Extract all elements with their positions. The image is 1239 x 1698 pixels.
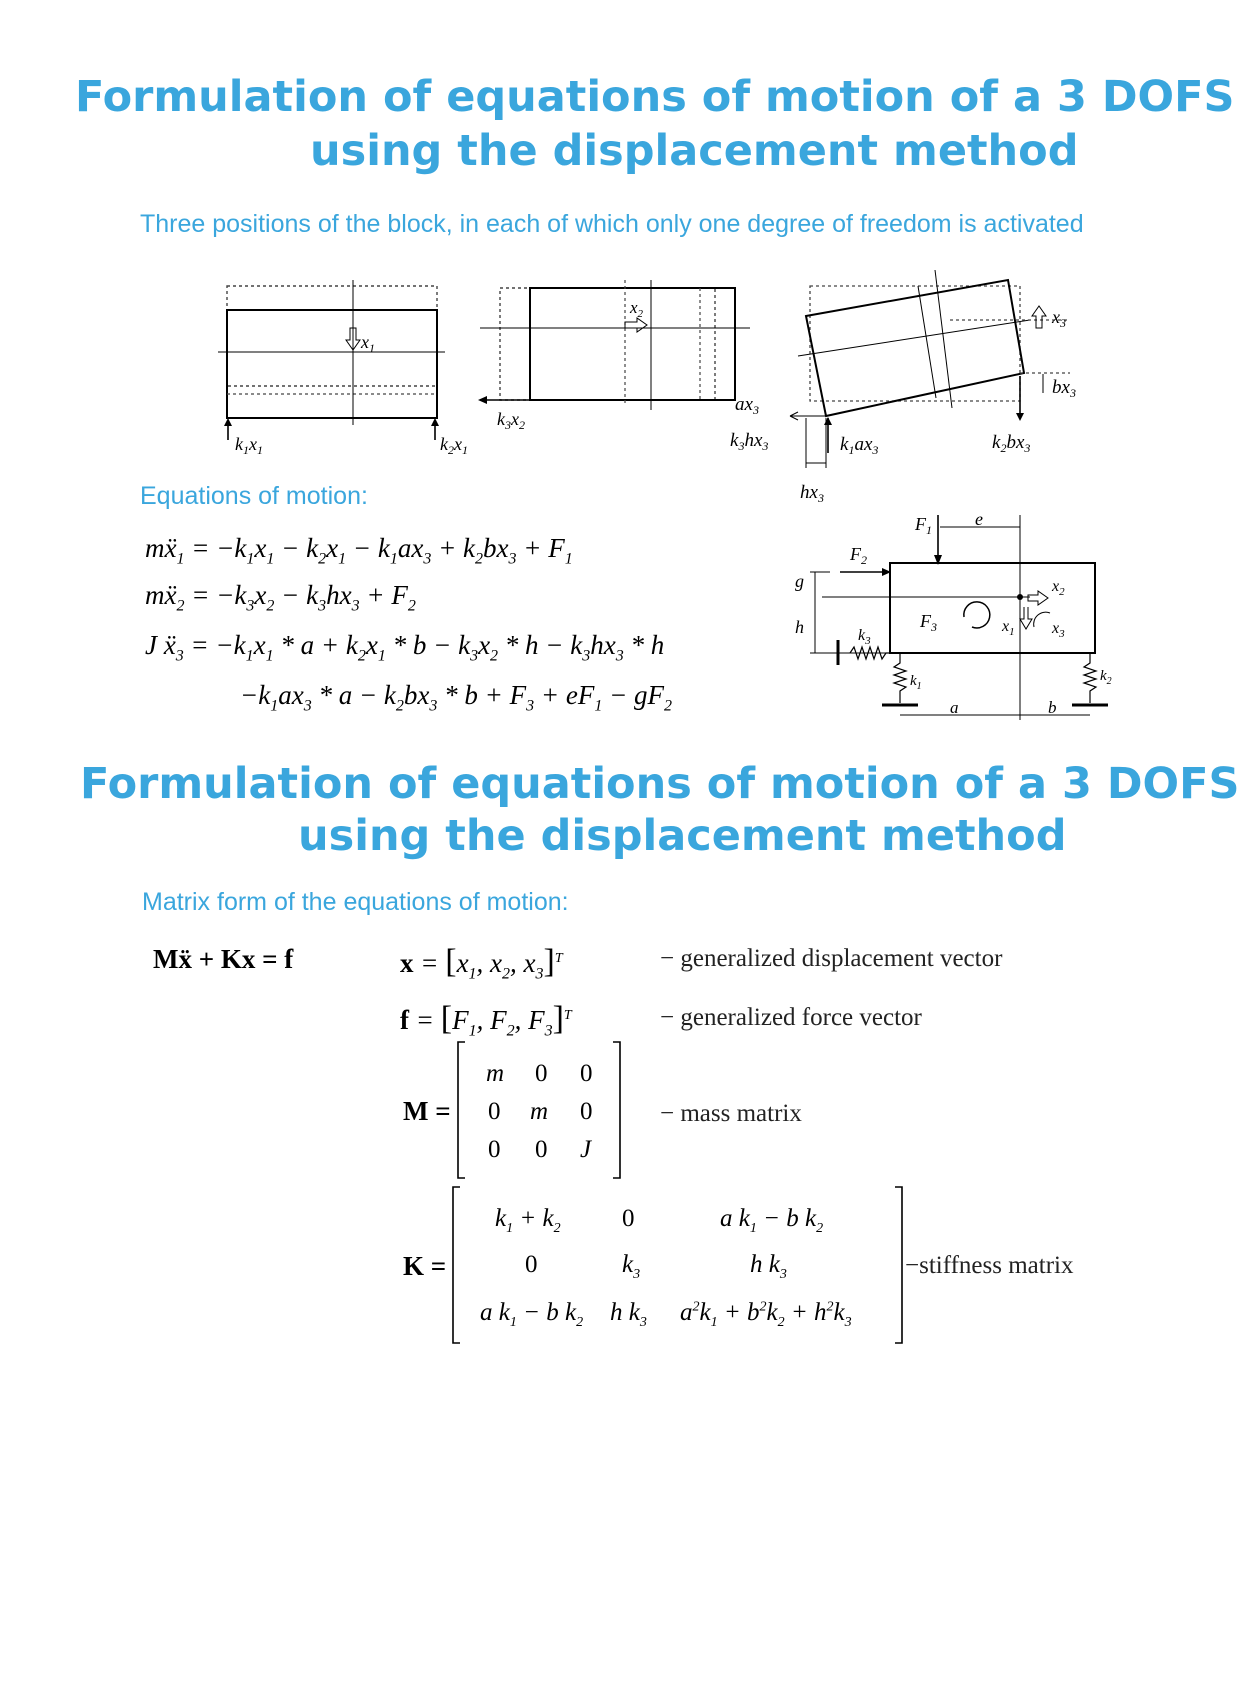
svg-text:x2: $x_2$ [630, 298, 644, 320]
desc-force: − generalized force vector [660, 1004, 922, 1031]
slide2-title-line1: Formulation of equations of motion of a 3 DOFS [80, 759, 1239, 809]
slide2-subtitle: Matrix form of the equations of motion: [142, 888, 569, 916]
svg-text:k3hx3: $k_3hx_3$ [730, 430, 769, 453]
svg-text:k1x1: $k_1x_1$ [235, 434, 263, 457]
equations-label: Equations of motion: [140, 482, 368, 510]
svg-text:g: g [795, 571, 804, 591]
slide1-title-line2: using the displacement method [310, 126, 1079, 176]
equation-1: mẍ$_1$ = $-k_1x_1 - k_2x_1 - k_1ax_3 + k_2bx_3 + F_1$ [145, 533, 573, 568]
slide1-title-line1: Formulation of equations of motion of a 3 DOFS [75, 72, 1235, 122]
equation-3: J ẍ$_3$ = $-k_1x_1 * a + k_2x_1 * b - k_3x_2 * h - k_3hx_3 * h$ [145, 630, 665, 665]
svg-text:x1: $x_1$ [1002, 618, 1015, 638]
svg-text:k1: $k_1$ [910, 673, 922, 692]
svg-text:e: e [975, 509, 983, 529]
svg-text:h: h [795, 617, 804, 637]
equation-2: mẍ$_2$ = $-k_3x_2 - k_3hx_3 + F_2$ [145, 580, 416, 615]
force-vector: $f = [F_1$, $F_2$, $F_3]^T$ [400, 1000, 572, 1040]
svg-text:F3: $F_3$ [920, 611, 937, 634]
svg-text:F2: $F_2$ [850, 544, 867, 567]
svg-text:x3: $x_3$ [1052, 307, 1066, 330]
svg-text:F1: $F_1$ [915, 514, 932, 537]
desc-mass: − mass matrix [660, 1100, 802, 1127]
matrix-equation: Mẍ + Kx = f [153, 944, 294, 974]
svg-text:k3: $k_3$ [858, 627, 871, 647]
svg-text:x1: $x_1$ [361, 332, 375, 355]
svg-text:k3x2: $k_3x_2$ [497, 409, 525, 432]
svg-text:x3: $x_3$ [1052, 620, 1065, 640]
svg-text:bx3: $bx_3$ [1052, 377, 1076, 400]
svg-text:k2: $k_2$ [1100, 668, 1112, 687]
svg-text:k2x1: $k_2x_1$ [440, 434, 468, 457]
desc-displacement: − generalized displacement vector [660, 945, 1003, 972]
svg-text:k2bx3: $k_2bx_3$ [992, 432, 1031, 455]
slide2-title-line2: using the displacement method [298, 811, 1067, 861]
slide1-subtitle: Three positions of the block, in each of which only one degree of freedom is activated [140, 210, 1084, 238]
svg-text:b: b [1048, 698, 1057, 717]
svg-text:hx3: $hx_3$ [800, 482, 824, 505]
equation-3-cont: $-k_1ax_3 * a - k_2bx_3 * b + F_3 + eF_1 - gF_2$ [240, 680, 673, 715]
svg-text:a: a [950, 698, 959, 717]
svg-text:ax3: $ax_3$ [735, 394, 759, 417]
displacement-vector: $x = [x_1$, $x_2$, $x_3]^T$ [400, 943, 563, 983]
svg-text:x2: $x_2$ [1052, 578, 1065, 598]
stiffness-matrix: K = $k_1 + k_2$ 0 a $k_1 - b$ $k_2$ 0 $k_3$ h $k_3$ a $k_1 - b$ $k_2$ h $k_3$ $a^2k_1 + b^2k_2 + h^2k_3$ [400, 1185, 900, 1345]
mass-matrix: M = m 0 0 0 m 0 0 0 J [400, 1040, 630, 1180]
svg-text:k1ax3: $k_1ax_3$ [840, 434, 879, 457]
desc-stiffness: −stiffness matrix [905, 1252, 1074, 1279]
